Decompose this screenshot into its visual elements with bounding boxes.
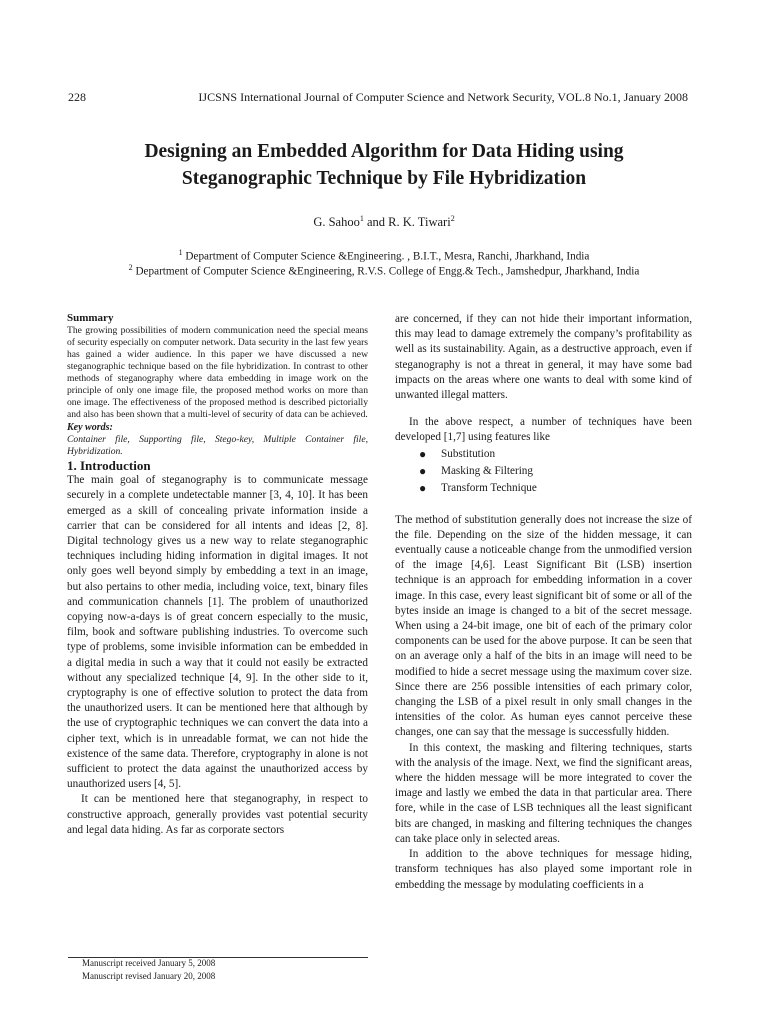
intro-paragraph-1: The main goal of steganography is to communicate message securely in a complete undetectable manner [3, 4, 10]. It has been emerged as a skill of concealing private information inside a carrier that can be considered for all intents and ideas [2, 8]. Digital technology gives us a new way to relate steganographic techniques including hiding information in digital images. It not only goes well beyond simply by embedding a text in an image, but also pertains to other media, including voice, text, binary files and communication channels [1]. The problem of unauthorized copying now-a-days is of great concern especially to the music, film, book and software publishing industries. To overcome such type of problems, some invisible information can be embedded in a digital media in such a way that it could not easily be extracted without any specialized technique [4, 9]. In the other side to it, cryptography is one of effective solution to protect the data from the unauthorized users. It can be mentioned here that although by the use of cryptographic techniques we can convert the data into a cipher text, which is in unreadable format, we can not hide the existence of the same data. Therefore, cryptography in alone is not sufficient to protect the data against the unauthorized access by unauthorized users [4, 5]. [67,474,368,791]
bullet-icon: ● [419,446,427,461]
list-item-label: Transform Technique [441,481,537,494]
list-item [419,480,692,497]
affiliation-1-text: Department of Computer Science &Engineering. , B.I.T., Mesra, Ranchi, Jharkhand, India [182,250,590,263]
author-conjunction: and [363,215,389,230]
right-paragraph-4: In this context, the masking and filtering techniques, starts with the analysis of the image. Next, we find the significant areas, where the hidden message will be more integrated to cover the image and lastly we embed the data in that particular area. There fore, while in the case of LSB techniques all the least significant bits are changed, in masking and filtering techniques the changes can take place only in selected areas. [395,741,692,845]
affiliation-1-mark: 1 [178,248,183,257]
list-item [419,463,692,480]
author-1: G. Sahoo [313,215,360,230]
left-column [67,312,368,838]
author-2: R. K. Tiwari [388,215,451,230]
right-paragraph-5: In addition to the above techniques for message hiding, transform techniques has also played some important role in embedding the message by modulating coefficients in a [395,848,692,891]
section-heading-introduction: 1. Introduction [67,458,151,473]
summary-text: The growing possibilities of modern communication need the special means of security especially on computer network. Data security in the last few years has gained a wider audience. In this paper we have discussed a new steganographic technique based on the file hybridization. In contrast to other methods of steganography where data embedding in image work on the principle of only one image file, the proposed method works on more than one image. The effectiveness of the proposed method is described pictorially and also has been shown that a multi-level of security of data can be achieved. [67,325,368,420]
list-item-label: Substitution [441,447,496,460]
affiliation-1 [0,248,768,263]
paper-title [60,138,708,192]
right-column [395,312,692,893]
bullet-icon: ● [419,463,427,478]
keywords-text: Container file, Supporting file, Stego-key, Multiple Container file, Hybridization. [67,434,368,457]
intro-paragraph-2: It can be mentioned here that steganography, in respect to constructive approach, generally provides vast potential security and legal data hiding. As far as corporate sectors [67,793,368,836]
affiliation-2-mark: 2 [128,263,133,272]
bullet-icon: ● [419,480,427,495]
footnote-received: Manuscript received January 5, 2008 [82,958,216,968]
technique-list [395,446,692,497]
author-2-mark: 2 [450,214,455,223]
list-item-label: Masking & Filtering [441,464,533,477]
right-paragraph-3: The method of substitution generally does not increase the size of the file. Depending on the size of the hidden message, it can eventually cause a noticeable change from the unmodified version of the image [4,6]. Least Significant Bit (LSB) insertion technique is an approach for embedding information in a cover image. In this case, every least significant bit of some or all of the bytes inside an image is changed to a bit of the secret message. When using a 24-bit image, one bit of each of the primary color components can be used for the above purpose. It can be seen that on an average only a half of the bits in an image will need to be modified to hide a secret message using the maximum cover size. Since there are 256 possible intensities of each primary color, changing the LSB of a pixel result in only small changes in the intensities of the color. As human eyes cannot perceive these changes, one can say that the message is successfully hidden. [395,513,692,739]
right-paragraph-1: are concerned, if they can not hide their important information, this may lead to damage extremely the company’s profitability as well as its sustainability. Again, as a destructive approach, even if steganography is not a threat in general, it may have some bad impacts on the areas where one wants to deal with some kind of unwanted illegal matters. [395,313,692,402]
summary-heading: Summary [67,312,114,324]
keywords-heading: Key words: [67,422,113,433]
affiliation-2 [0,263,768,278]
author-1-mark: 1 [359,214,364,223]
list-item [419,446,692,463]
journal-header: IJCSNS International Journal of Computer Science and Network Security, VOL.8 No.1, January 2008 [198,90,688,104]
affiliation-2-text: Department of Computer Science &Engineering, R.V.S. College of Engg.& Tech., Jamshedpur, Jharkhand, India [132,265,640,278]
footnote-revised: Manuscript revised January 20, 2008 [82,971,216,981]
title-line-1: Designing an Embedded Algorithm for Data Hiding using [144,141,624,162]
page-number: 228 [68,90,86,104]
title-line-2: Steganographic Technique by File Hybridization [181,168,587,189]
author-line [0,214,768,230]
right-paragraph-2: In the above respect, a number of techniques have been developed [1,7] using features like [395,416,692,444]
